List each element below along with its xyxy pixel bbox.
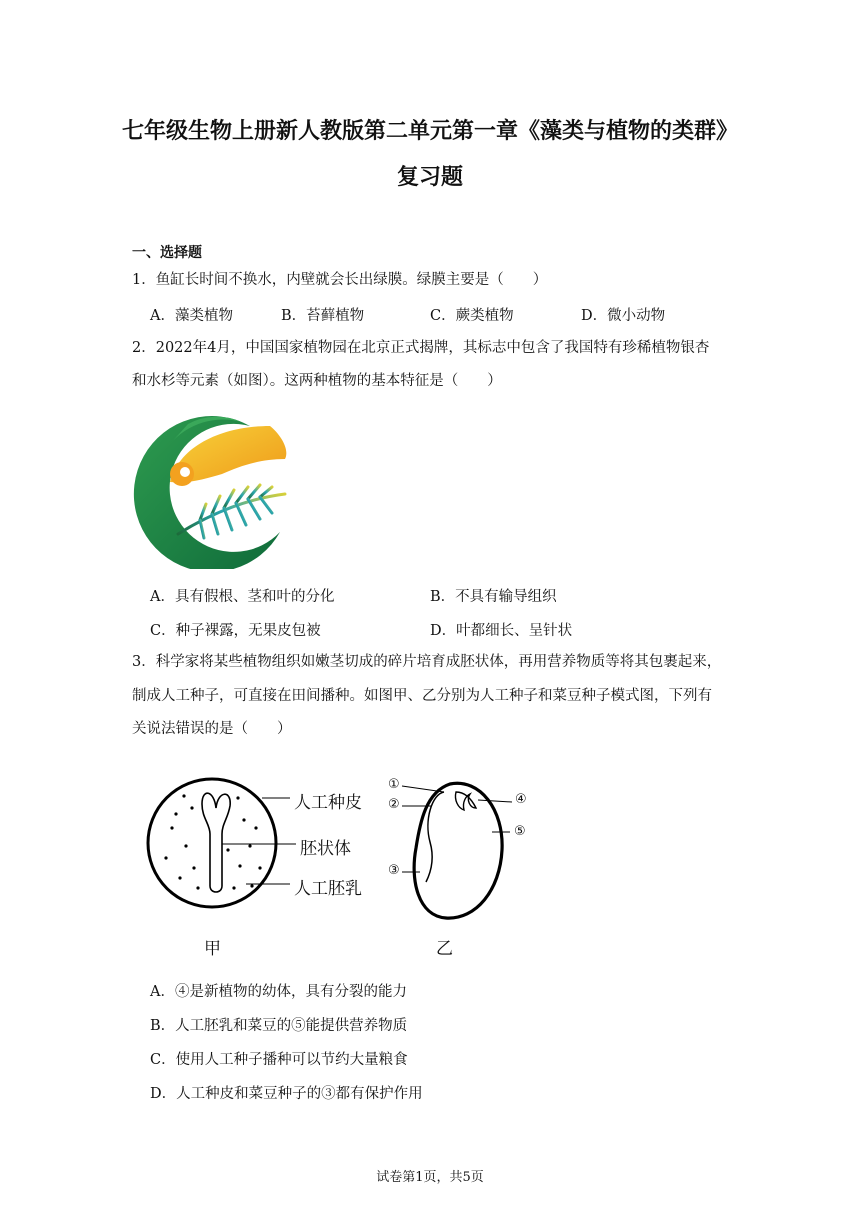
doc-title-line2: 复习题	[396, 164, 463, 190]
q3-option-c: C．使用人工种子播种可以节约大量粮食	[150, 1052, 408, 1068]
label-n3: ③	[388, 863, 400, 878]
q2-stem-line1: 2．2022年4月，中国国家植物园在北京正式揭牌，其标志中包含了我国特有珍稀植物银杏	[132, 340, 710, 356]
page-footer: 试卷第1页，共5页	[376, 1170, 484, 1185]
section-heading: 一、选择题	[132, 245, 202, 261]
q1-stem: 1．鱼缸长时间不换水，内壁就会长出绿膜。绿膜主要是（ ）	[132, 272, 548, 288]
label-artificial-endosperm: 人工胚乳	[294, 879, 362, 899]
q1-option-b: B．苔藓植物	[281, 308, 365, 324]
q1-option-d: D．微小动物	[581, 308, 666, 324]
q2-option-d: D．叶都细长、呈针状	[430, 623, 573, 639]
q2-stem-line2: 和水杉等元素（如图）。这两种植物的基本特征是（ ）	[132, 373, 502, 389]
q2-option-b: B．不具有输导组织	[430, 589, 557, 605]
q3-option-b: B．人工胚乳和菜豆的⑤能提供营养物质	[150, 1018, 408, 1034]
q3-option-a: A．④是新植物的幼体，具有分裂的能力	[150, 984, 407, 1000]
doc-title-line1: 七年级生物上册新人教版第二单元第一章《藻类与植物的类群》	[121, 118, 738, 144]
label-n5: ⑤	[514, 824, 526, 839]
q1-option-c: C．蕨类植物	[430, 308, 514, 324]
q3-option-d: D．人工种皮和菜豆种子的③都有保护作用	[150, 1086, 423, 1102]
q3-stem-line3: 关说法错误的是（ ）	[132, 721, 292, 737]
label-n4: ④	[515, 792, 527, 807]
q1-option-a: A．藻类植物	[150, 308, 233, 324]
label-n2: ②	[388, 797, 400, 812]
label-embryoid: 胚状体	[300, 839, 351, 859]
label-artificial-coat: 人工种皮	[294, 793, 362, 813]
q2-option-c: C．种子裸露，无果皮包被	[150, 623, 321, 639]
label-yi: 乙	[436, 939, 453, 959]
label-n1: ①	[388, 777, 400, 792]
label-jia: 甲	[204, 939, 221, 959]
q2-option-a: A．具有假根、茎和叶的分化	[150, 589, 335, 605]
q3-stem-line2: 制成人工种子，可直接在田间播种。如图甲、乙分别为人工种子和菜豆种子模式图，下列有	[132, 688, 712, 704]
q3-stem-line1: 3．科学家将某些植物组织如嫩茎切成的碎片培育成胚状体，再用营养物质等将其包裹起来，	[132, 654, 722, 670]
botanical-garden-logo	[130, 404, 295, 569]
